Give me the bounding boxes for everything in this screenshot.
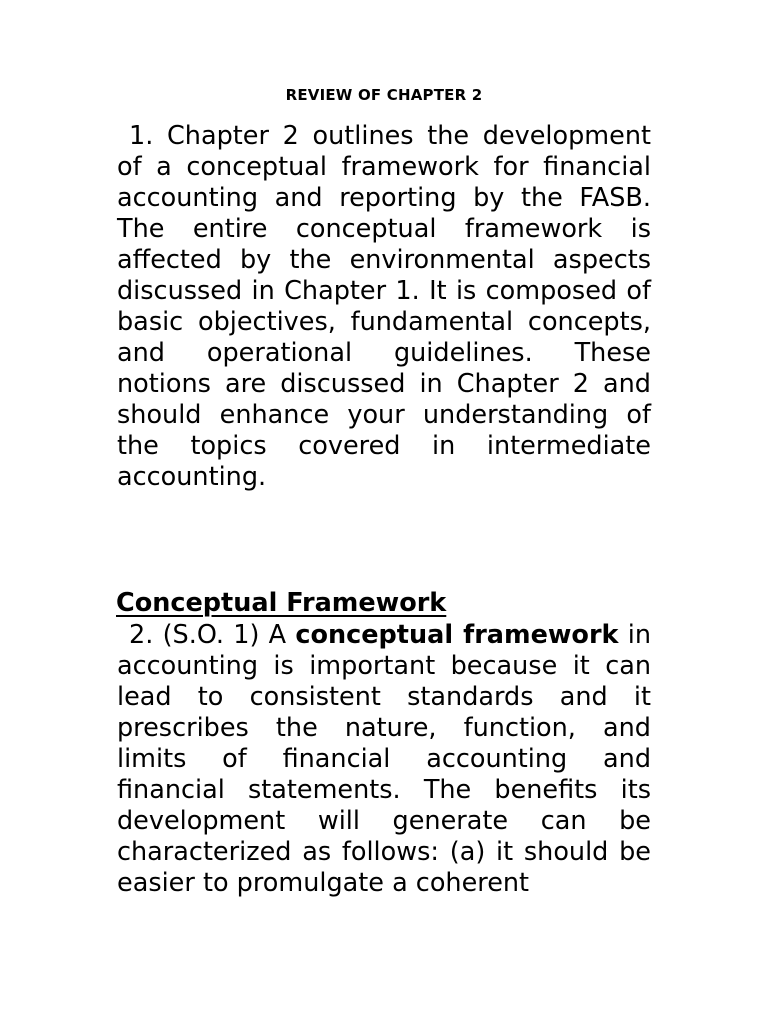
paragraph-2-rest: in accounting is important because it can lead to consistent standards and it prescribes the nature, function, and limits of financial accounting and financial statements. The benefits its development will generate can be characterized as follows: (a) it should be easier to promulgate a coherent bbox=[117, 620, 651, 898]
paragraph-2-lead: 2. (S.O. 1) A bbox=[129, 620, 296, 650]
paragraph-2 bbox=[117, 620, 651, 899]
document-title: REVIEW OF CHAPTER 2 bbox=[285, 86, 483, 104]
paragraph-2-bold-term: conceptual framework bbox=[295, 620, 619, 650]
section-heading: Conceptual Framework bbox=[116, 588, 447, 618]
paragraph-1: 1. Chapter 2 outlines the development of a conceptual framework for financial accounting and reporting by the FASB. The entire conceptual framework is affected by the environmental aspects discussed in Chapter 1. It is composed of basic objectives, fundamental concepts, and operational guidelines. These notions are discussed in Chapter 2 and should enhance your understanding of the topics covered in intermediate accounting. bbox=[117, 121, 651, 492]
